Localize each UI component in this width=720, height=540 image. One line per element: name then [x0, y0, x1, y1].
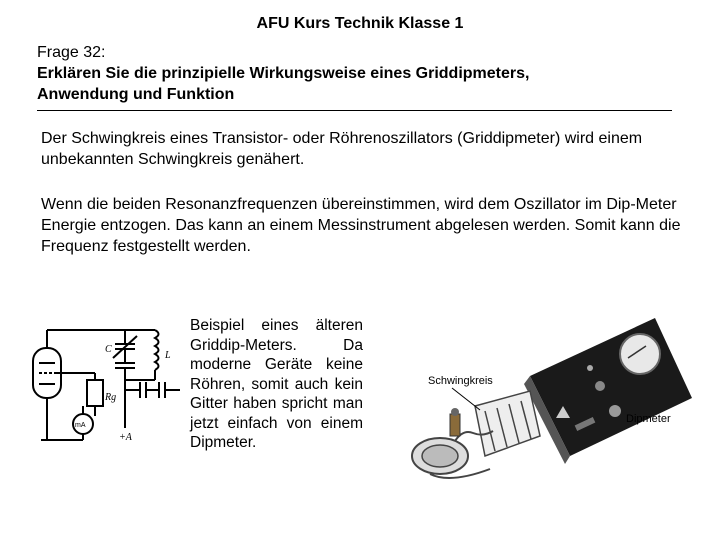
dipmeter-body — [524, 318, 692, 464]
schematic-label-l: L — [165, 350, 171, 361]
question-number: Frage 32: — [37, 44, 106, 61]
schematic-caption: Beispiel eines älteren Griddip-Meters. Da moderne Geräte keine Röhren, somit auch kein Gitter haben spricht man jetzt einfach von einem Dipmeter. — [190, 317, 363, 451]
question-text-line-1: Erklären Sie die prinzipielle Wirkungsweise eines Griddipmeters, — [37, 65, 530, 82]
griddip-schematic — [25, 318, 185, 448]
answer-paragraph-1: Der Schwingkreis eines Transistor- oder Röhrenoszillators (Griddipmeter) wird einem unbekannten Schwingkreis genähert. — [41, 130, 643, 168]
grid-resistor — [87, 380, 103, 406]
schematic-label-c: C — [105, 344, 112, 355]
answer-paragraph-2: Wenn die beiden Resonanzfrequenzen übereinstimmen, wird dem Oszillator im Dip-Meter Energie entzogen. Das kann an einem Messinstrument abgelesen werden. Somit kann die Frequenz festgestellt werden. — [41, 196, 681, 255]
plug-in-coil — [475, 391, 540, 456]
page-title: AFU Kurs Technik Klasse 1 — [256, 15, 464, 32]
schematic-label-meter: mA — [75, 422, 86, 429]
question-block — [37, 42, 529, 105]
dipmeter-photo — [400, 306, 700, 491]
question-text-line-2: Anwendung und Funktion — [37, 86, 235, 103]
schematic-label-rg: Rg — [105, 392, 117, 403]
photo-label-schwingkreis: Schwingkreis — [428, 375, 493, 387]
coil-symbol — [155, 330, 159, 370]
schematic-label-plus: +A — [119, 432, 132, 443]
divider — [37, 110, 672, 111]
photo-label-dipmeter: Dipmeter — [626, 413, 671, 425]
